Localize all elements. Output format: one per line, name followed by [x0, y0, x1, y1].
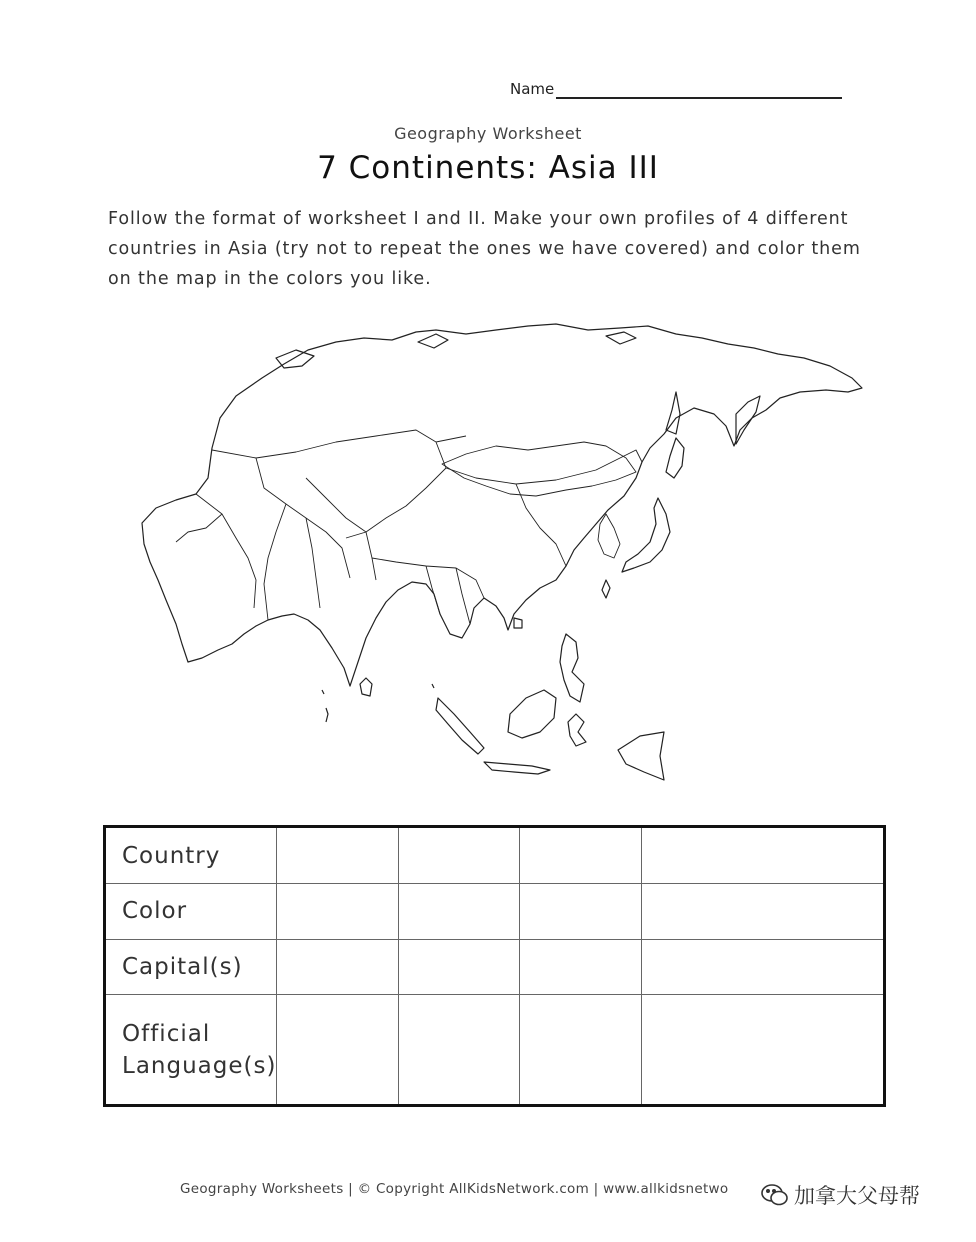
- row-label-country: Country: [105, 827, 277, 884]
- row-label-official-language: Official Language(s): [105, 995, 277, 1106]
- table-cell[interactable]: [277, 827, 399, 884]
- asia-mainland-outline: [142, 324, 862, 686]
- hainan-outline: [514, 618, 522, 628]
- table-cell[interactable]: [398, 939, 520, 994]
- table-cell[interactable]: [520, 939, 642, 994]
- korea-outline: [598, 514, 620, 558]
- watermark-text: 加拿大父母帮: [794, 1184, 920, 1208]
- country-profile-table: [103, 825, 886, 1107]
- wechat-icon: [760, 1182, 790, 1208]
- country-borders: [176, 430, 642, 624]
- sakhalin-outline: [666, 392, 760, 444]
- row-label-color: Color: [105, 884, 277, 939]
- table-cell[interactable]: [398, 995, 520, 1106]
- table-row: [105, 939, 885, 994]
- table-row: [105, 827, 885, 884]
- footer-text: Geography Worksheets | © Copyright AllKidsNetwork.com | www.allkidsnetwo: [180, 1181, 729, 1197]
- philippines-outline: [560, 634, 584, 702]
- mongolia-border: [442, 442, 636, 496]
- worksheet-title: 7 Continents: Asia III: [317, 150, 659, 186]
- small-islands: [322, 684, 434, 722]
- table-row: [105, 995, 885, 1106]
- table-cell[interactable]: [641, 939, 884, 994]
- table-cell[interactable]: [641, 884, 884, 939]
- japan-outline: [622, 438, 684, 572]
- asia-outline-map: [136, 318, 870, 790]
- java-outline: [484, 762, 550, 774]
- name-row: [510, 80, 850, 104]
- new-guinea-outline: [618, 732, 664, 780]
- table-cell[interactable]: [398, 827, 520, 884]
- watermark: [760, 1180, 920, 1210]
- name-label: Name: [510, 80, 555, 98]
- sri-lanka-outline: [360, 678, 372, 696]
- borneo-outline: [508, 690, 556, 738]
- table-cell[interactable]: [641, 827, 884, 884]
- table-row: [105, 884, 885, 939]
- instructions-text: Follow the format of worksheet I and II. Make your own profiles of 4 different countries in Asia (try not to repeat the ones we have covered) and color them on the map in the colors you like.: [108, 209, 861, 289]
- table-cell[interactable]: [398, 884, 520, 939]
- table-cell[interactable]: [277, 939, 399, 994]
- worksheet-subtitle: Geography Worksheet: [394, 124, 582, 143]
- taiwan-outline: [602, 580, 610, 598]
- row-label-capital: Capital(s): [105, 939, 277, 994]
- table-cell[interactable]: [520, 884, 642, 939]
- arctic-islands: [276, 332, 636, 368]
- sulawesi-outline: [568, 714, 586, 746]
- table-cell[interactable]: [641, 995, 884, 1106]
- table-cell[interactable]: [520, 995, 642, 1106]
- table-cell[interactable]: [520, 827, 642, 884]
- table-cell[interactable]: [277, 884, 399, 939]
- sumatra-outline: [436, 698, 484, 754]
- table-cell[interactable]: [277, 995, 399, 1106]
- name-blank-line[interactable]: [556, 97, 842, 99]
